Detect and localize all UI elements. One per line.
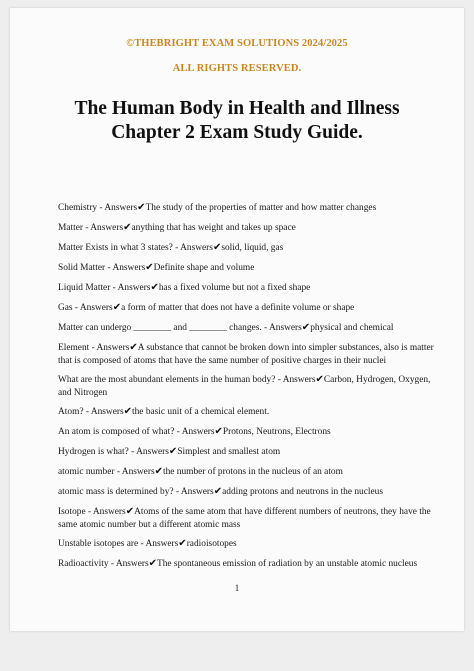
qa-answer: Carbon, Hydrogen, Oxygen, and Nitrogen (58, 375, 431, 398)
qa-answer: Atoms of the same atom that have different numbers of neutrons, they have the same atomic number but a different atomic mass (58, 507, 431, 530)
document-title-line-2: Chapter 2 Exam Study Guide. (111, 122, 363, 143)
document-page (10, 8, 464, 631)
answer-marker: Answers (104, 203, 138, 213)
qa-item (58, 321, 434, 335)
qa-item (58, 557, 434, 571)
qa-answer: Definite shape and volume (153, 263, 255, 273)
qa-question: Unstable isotopes are - (58, 539, 146, 549)
check-icon: ✔ (168, 446, 178, 457)
check-icon: ✔ (315, 374, 324, 385)
check-icon: ✔ (123, 406, 133, 417)
qa-question: Gas - (58, 303, 80, 313)
qa-question: Atom? - (58, 407, 91, 417)
answer-marker: Answers (90, 407, 124, 417)
qa-question: An atom is composed of what? - (58, 427, 182, 437)
qa-question: Radioactivity - (58, 559, 116, 569)
document-title-line-1: The Human Body in Health and Illness (74, 98, 400, 119)
qa-question: atomic number - (58, 467, 122, 477)
qa-item (58, 505, 434, 532)
qa-item (58, 261, 434, 275)
qa-question: Hydrogen is what? - (58, 447, 137, 457)
answer-marker: Answers (268, 323, 302, 333)
page-number: 1 (234, 583, 240, 593)
answer-marker: Answers (79, 303, 113, 313)
qa-answer: solid, liquid, gas (221, 243, 284, 253)
rights-notice: ALL RIGHTS RESERVED. (172, 63, 302, 74)
qa-question: Solid Matter - (58, 263, 113, 273)
answer-marker: Answers (117, 283, 151, 293)
qa-question: Isotope - (58, 507, 93, 517)
check-icon: ✔ (112, 302, 122, 313)
qa-answer: The spontaneous emission of radiation by an unstable atomic nucleus (157, 559, 418, 569)
qa-answer: the number of protons in the nucleus of an atom (163, 467, 343, 477)
answer-marker: Answers (181, 427, 215, 437)
qa-answer: anything that has weight and takes up space (131, 223, 296, 233)
check-icon: ✔ (145, 262, 154, 273)
qa-item (58, 341, 434, 368)
check-icon: ✔ (150, 282, 159, 293)
check-icon: ✔ (123, 222, 132, 233)
qa-question: Chemistry - (58, 203, 105, 213)
qa-question: Matter - (58, 223, 91, 233)
check-icon: ✔ (214, 426, 223, 437)
qa-item (58, 465, 434, 479)
qa-answer: Protons, Neutrons, Electrons (222, 427, 331, 437)
check-icon: ✔ (148, 558, 158, 569)
answer-marker: Answers (92, 507, 126, 517)
qa-question: What are the most abundant elements in the human body? - (58, 375, 283, 385)
qa-item (58, 201, 434, 215)
copyright-notice: ©THEBRIGHT EXAM SOLUTIONS 2024/2025 (126, 38, 348, 49)
qa-item (58, 485, 434, 499)
check-icon: ✔ (178, 538, 187, 549)
qa-answer: adding protons and neutrons in the nucleus (222, 487, 384, 497)
qa-answer: Simplest and smallest atom (177, 447, 281, 457)
qa-item (58, 301, 434, 315)
qa-item (58, 445, 434, 459)
answer-marker: Answers (90, 223, 124, 233)
qa-item (58, 373, 434, 400)
check-icon: ✔ (125, 506, 135, 517)
qa-item (58, 537, 434, 551)
answer-marker: Answers (282, 375, 316, 385)
answer-marker: Answers (145, 539, 179, 549)
qa-answer: a form of matter that does not have a definite volume or shape (121, 303, 355, 313)
check-icon: ✔ (213, 486, 223, 497)
check-icon: ✔ (154, 466, 163, 477)
qa-item (58, 241, 434, 255)
answer-marker: Answers (115, 559, 149, 569)
answer-marker: Answers (180, 487, 214, 497)
qa-item (58, 425, 434, 439)
qa-answer: physical and chemical (310, 323, 394, 333)
qa-item (58, 221, 434, 235)
qa-answer: The study of the properties of matter and how matter changes (145, 203, 377, 213)
qa-answer: the basic unit of a chemical element. (132, 407, 270, 417)
answer-marker: Answers (112, 263, 146, 273)
check-icon: ✔ (129, 342, 138, 353)
check-icon: ✔ (212, 242, 222, 253)
qa-answer: radioisotopes (186, 539, 237, 549)
qa-question: Matter can undergo ________ and ________ changes. - (58, 323, 269, 333)
qa-question: Matter Exists in what 3 states? - (58, 243, 181, 253)
qa-question: atomic mass is determined by? - (58, 487, 181, 497)
answer-marker: Answers (96, 343, 130, 353)
answer-marker: Answers (136, 447, 169, 457)
answer-marker: Answers (180, 243, 213, 253)
qa-item (58, 281, 434, 295)
check-icon: ✔ (137, 202, 146, 213)
answer-marker: Answers (121, 467, 155, 477)
qa-item (58, 405, 434, 419)
check-icon: ✔ (301, 322, 311, 333)
qa-question: Liquid Matter - (58, 283, 118, 293)
qa-answer: A substance that cannot be broken down into simpler substances, also is matter that is composed of atoms that have the same number of positive charges in their nuclei (58, 343, 434, 366)
qa-answer: has a fixed volume but not a fixed shape (158, 283, 311, 293)
qa-question: Element - (58, 343, 97, 353)
